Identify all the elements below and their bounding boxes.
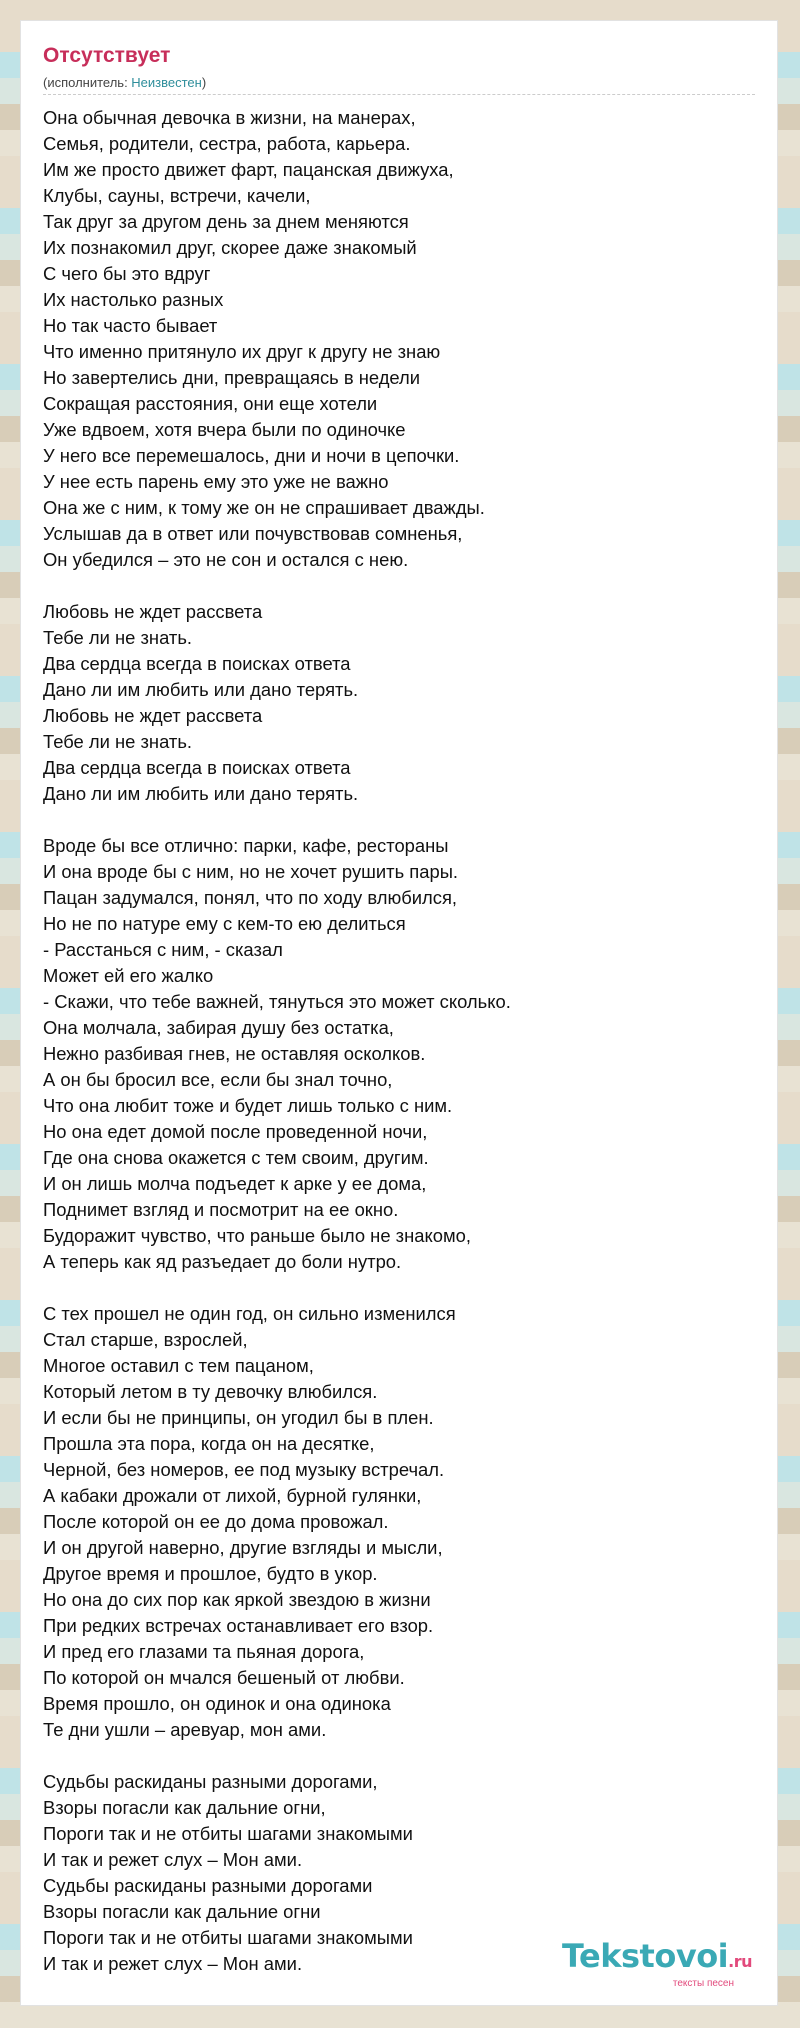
lyrics-line: Может ей его жалко [43,965,214,986]
lyrics-line: Им же просто движет фарт, пацанская движуха, [43,159,454,180]
site-logo[interactable] [562,1938,752,1989]
lyrics-line: Судьбы раскиданы разными дорогами, [43,1771,378,1792]
lyrics-stanza [43,1301,755,1743]
lyrics-line: Другое время и прошлое, будто в укор. [43,1563,378,1584]
lyrics-line: Пацан задумался, понял, что по ходу влюбился, [43,887,458,908]
lyrics-line: Но она едет домой после проведенной ночи, [43,1121,428,1142]
lyrics-line: И если бы не принципы, он угодил бы в плен. [43,1407,434,1428]
lyrics-line: Что именно притянуло их друг к другу не знаю [43,341,441,362]
lyrics-line: Судьбы раскиданы разными дорогами [43,1875,373,1896]
lyrics-line: А кабаки дрожали от лихой, бурной гулянки, [43,1485,422,1506]
lyrics-line: Вроде бы все отлично: парки, кафе, рестораны [43,835,449,856]
lyrics-line: Стал старше, взрослей, [43,1329,248,1350]
lyrics-line: Тебе ли не знать. [43,731,193,752]
lyrics-line: Поднимет взгляд и посмотрит на ее окно. [43,1199,399,1220]
lyrics-line: Время прошло, он одинок и она одинока [43,1693,391,1714]
lyrics-line: И так и режет слух – Мон ами. [43,1953,303,1974]
lyrics-line: Нежно разбивая гнев, не оставляя осколков. [43,1043,426,1064]
lyrics-line: И так и режет слух – Мон ами. [43,1849,303,1870]
lyrics-line: И он лишь молча подъедет к арке у ее дома, [43,1173,427,1194]
lyrics-body [43,105,755,1977]
lyrics-line: Уже вдвоем, хотя вчера были по одиночке [43,419,406,440]
lyrics-line: Она обычная девочка в жизни, на манерах, [43,107,416,128]
lyrics-line: Где она снова окажется с тем своим, другим. [43,1147,429,1168]
lyrics-line: И пред его глазами та пьяная дорога, [43,1641,365,1662]
lyrics-line: - Расстанься с ним, - сказал [43,939,283,960]
lyrics-line: Она молчала, забирая душу без остатка, [43,1017,394,1038]
lyrics-line: Что она любит тоже и будет лишь только с ним. [43,1095,453,1116]
lyrics-stanza [43,833,755,1275]
logo-tagline: тексты песен [672,1978,734,1989]
lyrics-line: А теперь как яд разъедает до боли нутро. [43,1251,402,1272]
lyrics-line: С чего бы это вдруг [43,263,211,284]
lyrics-line: Клубы, сауны, встречи, качели, [43,185,311,206]
lyrics-line: У нее есть парень ему это уже не важно [43,471,389,492]
lyrics-line: И он другой наверно, другие взгляды и мысли, [43,1537,443,1558]
lyrics-line: Два сердца всегда в поисках ответа [43,653,351,674]
lyrics-line: Дано ли им любить или дано терять. [43,679,359,700]
artist-line [43,75,755,95]
artist-link[interactable]: Неизвестен [131,75,202,90]
lyrics-line: Любовь не ждет рассвета [43,601,263,622]
lyrics-line: Он убедился – это не сон и остался с нею. [43,549,409,570]
lyrics-line: Их настолько разных [43,289,224,310]
lyrics-line: По которой он мчался бешеный от любви. [43,1667,405,1688]
lyrics-line: Тебе ли не знать. [43,627,193,648]
lyrics-line: Но она до сих пор как яркой звездою в жизни [43,1589,431,1610]
lyrics-line: Она же с ним, к тому же он не спрашивает дважды. [43,497,485,518]
logo-name: Tekstovoi [561,1937,729,1975]
lyrics-line: Семья, родители, сестра, работа, карьера. [43,133,411,154]
lyrics-line: С тех прошел не один год, он сильно изменился [43,1303,456,1324]
lyrics-line: У него все перемешалось, дни и ночи в цепочки. [43,445,460,466]
lyrics-line: После которой он ее до дома провожал. [43,1511,389,1532]
lyrics-line: Который летом в ту девочку влюбился. [43,1381,378,1402]
lyrics-line: И она вроде бы с ним, но не хочет рушить пары. [43,861,459,882]
lyrics-line: Будоражит чувство, что раньше было не знакомо, [43,1225,471,1246]
lyrics-stanza [43,105,755,573]
lyrics-line: Их познакомил друг, скорее даже знакомый [43,237,417,258]
lyrics-line: Пороги так и не отбиты шагами знакомыми [43,1823,413,1844]
lyrics-line: - Скажи, что тебе важней, тянуться это может сколько. [43,991,511,1012]
lyrics-card [20,20,778,2006]
song-title: Отсутствует [43,44,171,67]
lyrics-line: Многое оставил с тем пацаном, [43,1355,314,1376]
lyrics-line: Но не по натуре ему с кем-то ею делиться [43,913,406,934]
lyrics-line: При редких встречах останавливает его взор. [43,1615,434,1636]
artist-prefix: (исполнитель: [43,75,132,90]
lyrics-line: Взоры погасли как дальние огни [43,1901,321,1922]
lyrics-line: Пороги так и не отбиты шагами знакомыми [43,1927,413,1948]
lyrics-line: Но завертелись дни, превращаясь в недели [43,367,421,388]
lyrics-line: А он бы бросил все, если бы знал точно, [43,1069,393,1090]
lyrics-line: Два сердца всегда в поисках ответа [43,757,351,778]
logo-tld: .ru [728,1952,752,1971]
lyrics-line: Прошла эта пора, когда он на десятке, [43,1433,375,1454]
lyrics-line: Черной, без номеров, ее под музыку встречал. [43,1459,445,1480]
lyrics-line: Дано ли им любить или дано терять. [43,783,359,804]
lyrics-line: Любовь не ждет рассвета [43,705,263,726]
lyrics-stanza [43,599,755,807]
lyrics-line: Услышав да в ответ или почувствовав сомненья, [43,523,463,544]
lyrics-line: Но так часто бывает [43,315,218,336]
lyrics-line: Так друг за другом день за днем меняются [43,211,409,232]
artist-suffix: ) [201,75,207,90]
lyrics-line: Сокращая расстояния, они еще хотели [43,393,378,414]
logo-wordmark [562,1938,752,1980]
lyrics-line: Взоры погасли как дальние огни, [43,1797,326,1818]
lyrics-line: Те дни ушли – аревуар, мон ами. [43,1719,327,1740]
